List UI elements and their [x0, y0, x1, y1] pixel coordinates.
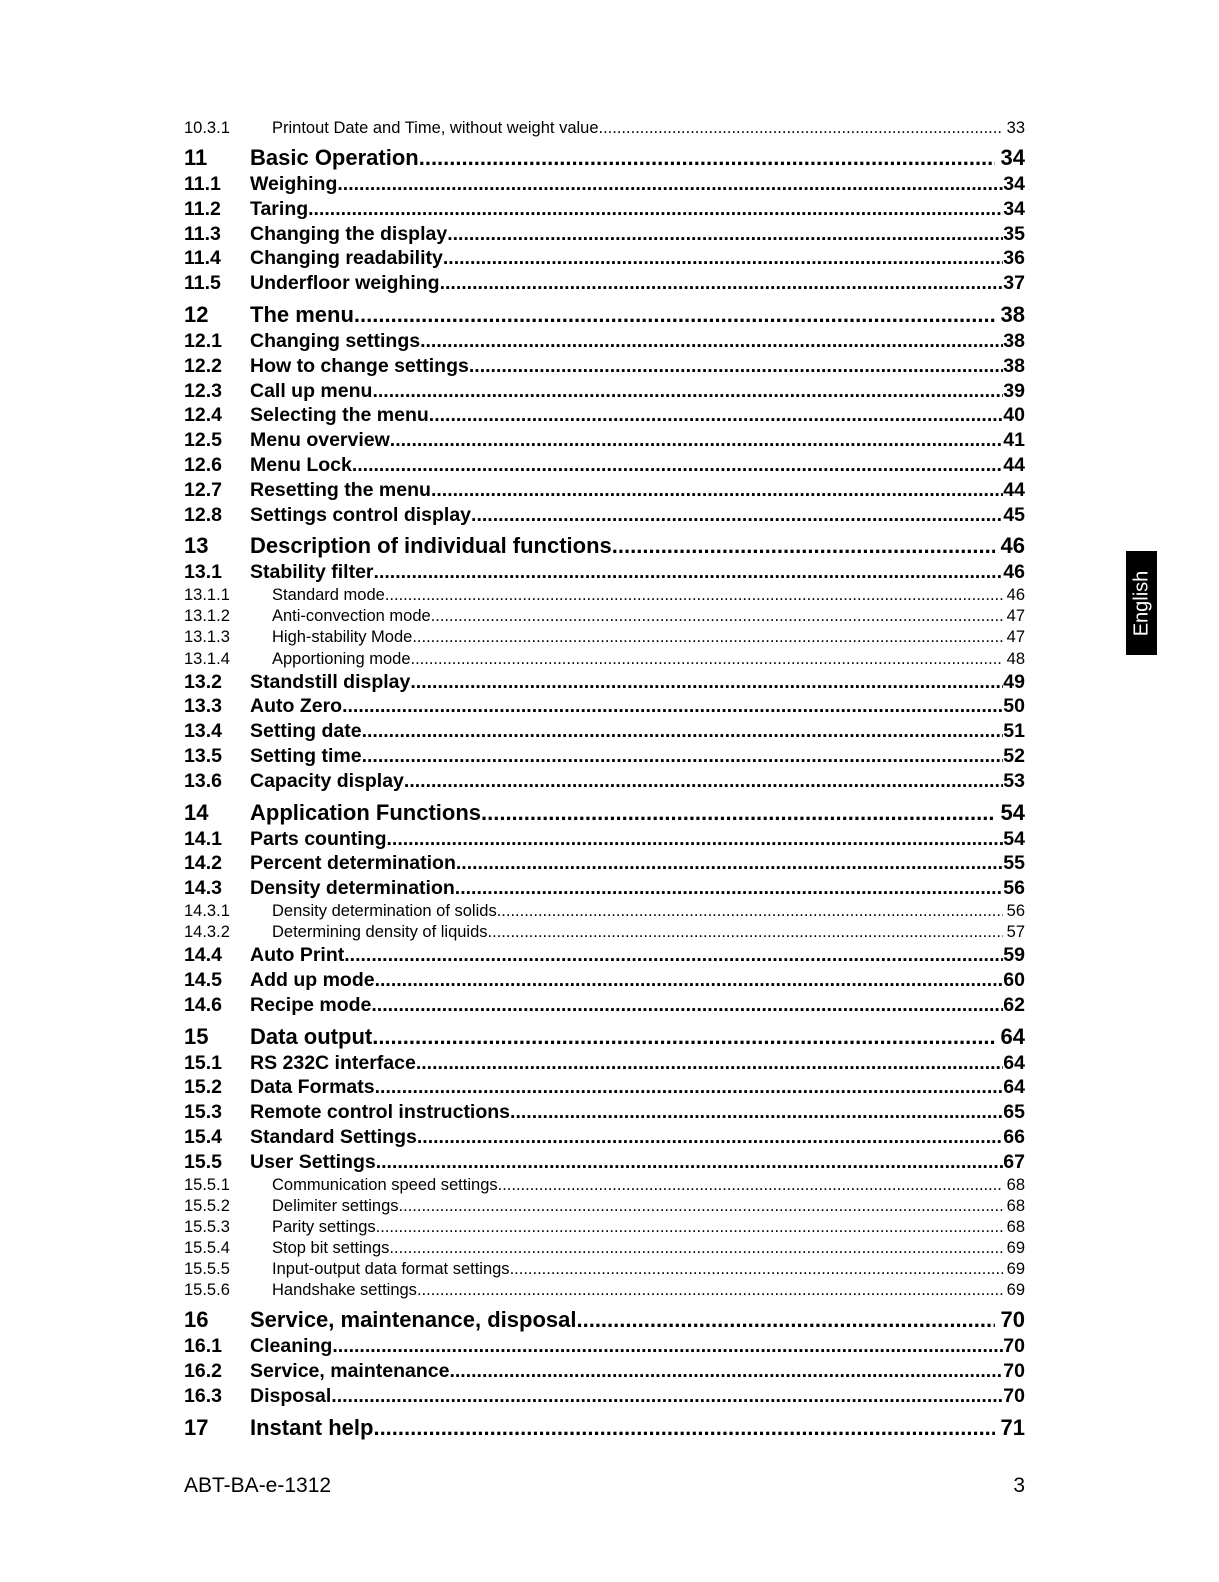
toc-entry-page: 68	[1006, 1196, 1025, 1215]
toc-leader-dots	[417, 1125, 1003, 1150]
toc-entry-title: Data output	[250, 1023, 373, 1049]
toc-entry-number: 11.1	[184, 173, 221, 196]
toc-entry-title: Communication speed settings	[272, 1175, 498, 1194]
toc-entry-number: 13.6	[184, 769, 222, 792]
toc-entry-page: 46	[1003, 561, 1025, 584]
toc-entry[interactable]	[184, 172, 1025, 197]
toc-leader-dots	[362, 744, 1004, 769]
toc-entry-number: 13.4	[184, 720, 222, 743]
toc-leader-dots	[510, 1100, 1003, 1125]
toc-entry-page: 56	[1003, 877, 1025, 900]
toc-entry-number: 15	[184, 1023, 209, 1049]
toc-entry[interactable]	[184, 1150, 1025, 1175]
toc-entry-number: 15.5.6	[184, 1281, 230, 1300]
toc-entry-title: Density determination	[250, 877, 455, 900]
toc-entry-number: 16	[184, 1307, 209, 1333]
toc-entry[interactable]	[184, 503, 1025, 528]
toc-leader-dots	[456, 851, 1003, 876]
toc-entry-title: Standstill display	[250, 670, 411, 693]
toc-entry-number: 14	[184, 799, 209, 825]
toc-entry-number: 11.2	[184, 197, 221, 220]
toc-entry[interactable]	[184, 1238, 1025, 1259]
toc-leader-dots	[419, 143, 995, 172]
toc-entry[interactable]	[184, 606, 1025, 627]
toc-entry-title: Taring	[250, 197, 309, 220]
toc-entry-title: Stop bit settings	[272, 1238, 390, 1257]
toc-entry[interactable]	[184, 329, 1025, 354]
toc-entry-page: 50	[1003, 695, 1025, 718]
toc-entry-title: Density determination of solids	[272, 902, 497, 920]
toc-entry-page: 69	[1006, 1238, 1025, 1257]
toc-entry-number: 15.1	[184, 1051, 222, 1074]
toc-entry-number: 15.5.5	[184, 1259, 230, 1278]
toc-entry-number: 12.5	[184, 429, 222, 452]
toc-leader-dots	[385, 585, 1003, 606]
toc-entry-page: 60	[1003, 968, 1025, 991]
toc-entry-page: 45	[1003, 503, 1025, 526]
toc-leader-dots	[372, 1022, 994, 1051]
toc-entry[interactable]	[184, 1334, 1025, 1359]
toc-leader-dots	[399, 1196, 1003, 1217]
toc-entry-page: 48	[1006, 649, 1025, 668]
toc-entry-title: Parts counting	[250, 827, 387, 850]
toc-entry[interactable]	[184, 922, 1025, 943]
toc-entry-number: 15.5.4	[184, 1238, 230, 1257]
toc-entry-title: Resetting the menu	[250, 478, 431, 501]
toc-entry-title: Weighing	[250, 173, 338, 196]
toc-entry-number: 12.1	[184, 330, 222, 353]
toc-entry-title: Handshake settings	[272, 1281, 417, 1300]
toc-leader-dots	[440, 271, 1004, 296]
toc-entry-page: 71	[1000, 1414, 1025, 1440]
toc-entry-title: Menu overview	[250, 429, 390, 452]
toc-entry[interactable]	[184, 1100, 1025, 1125]
toc-entry-title: High-stability Mode	[272, 628, 413, 647]
toc-entry-page: 51	[1003, 720, 1025, 743]
toc-leader-dots	[449, 1359, 1003, 1384]
toc-entry-page: 46	[1000, 533, 1025, 559]
toc-entry[interactable]	[184, 827, 1025, 852]
language-tab	[1126, 551, 1157, 655]
toc-entry-title: Anti-convection mode	[272, 607, 431, 626]
toc-entry-page: 64	[1000, 1023, 1025, 1049]
toc-entry-page: 38	[1000, 302, 1025, 328]
toc-entry-number: 14.5	[184, 968, 222, 991]
toc-entry[interactable]	[184, 968, 1025, 993]
toc-entry-title: Changing the display	[250, 222, 448, 245]
toc-entry-number: 12.6	[184, 454, 222, 477]
toc-leader-dots	[337, 172, 1003, 197]
toc-entry-page: 65	[1003, 1101, 1025, 1124]
toc-entry-title: Basic Operation	[250, 145, 419, 171]
toc-leader-dots	[431, 478, 1003, 503]
toc-entry-title: Data Formats	[250, 1076, 375, 1099]
toc-entry-page: 46	[1006, 586, 1025, 605]
toc-entry[interactable]	[184, 1384, 1025, 1409]
toc-leader-dots	[404, 769, 1003, 794]
toc-entry-number: 11	[184, 145, 208, 171]
toc-leader-dots	[447, 222, 1003, 247]
toc-entry-number: 11.3	[184, 222, 221, 245]
toc-entry-title: Description of individual functions	[250, 533, 612, 559]
toc-entry[interactable]	[184, 1413, 1025, 1442]
toc-entry-number: 14.1	[184, 827, 222, 850]
toc-entry-title: User Settings	[250, 1150, 376, 1173]
toc-entry-title: Underfloor weighing	[250, 272, 440, 295]
toc-entry-page: 54	[1000, 799, 1025, 825]
toc-entry-title: Printout Date and Time, without weight value	[272, 119, 599, 137]
toc-entry-title: The menu	[250, 302, 354, 328]
toc-entry[interactable]	[184, 901, 1025, 922]
toc-entry-number: 15.5.3	[184, 1217, 230, 1236]
toc-entry[interactable]	[184, 118, 1025, 139]
toc-entry[interactable]	[184, 222, 1025, 247]
toc-entry-number: 16.3	[184, 1384, 222, 1407]
toc-entry-page: 57	[1006, 923, 1025, 942]
toc-leader-dots	[389, 1238, 1002, 1259]
toc-entry-title: Input-output data format settings	[272, 1259, 510, 1278]
toc-entry-number: 13.5	[184, 745, 222, 768]
toc-entry-number: 13.2	[184, 670, 222, 693]
toc-entry[interactable]	[184, 876, 1025, 901]
toc-entry[interactable]	[184, 943, 1025, 968]
toc-entry-title: Instant help	[250, 1414, 374, 1440]
toc-entry[interactable]	[184, 585, 1025, 606]
toc-entry-number: 12.2	[184, 354, 222, 377]
toc-entry-title: Setting date	[250, 720, 362, 743]
toc-entry[interactable]	[184, 649, 1025, 670]
toc-entry[interactable]	[184, 1125, 1025, 1150]
toc-entry-page: 64	[1003, 1051, 1025, 1074]
toc-entry-title: Service, maintenance	[250, 1359, 450, 1382]
toc-leader-dots	[375, 1075, 1004, 1100]
toc-leader-dots	[431, 606, 1003, 627]
toc-entry-number: 14.4	[184, 944, 222, 967]
toc-entry-number: 13.1	[184, 561, 222, 584]
toc-entry-number: 17	[184, 1414, 209, 1440]
toc-entry[interactable]	[184, 271, 1025, 296]
toc-entry[interactable]	[184, 769, 1025, 794]
toc-leader-dots	[387, 827, 1004, 852]
toc-entry[interactable]	[184, 851, 1025, 876]
toc-entry-title: Standard mode	[272, 586, 385, 605]
toc-leader-dots	[599, 118, 1003, 139]
toc-entry-page: 69	[1006, 1259, 1025, 1278]
toc-entry-page: 38	[1003, 354, 1025, 377]
toc-entry-title: Parity settings	[272, 1217, 376, 1236]
table-of-contents	[184, 118, 1025, 1442]
toc-entry-page: 34	[1003, 197, 1025, 220]
toc-entry-page: 38	[1003, 330, 1025, 353]
toc-entry[interactable]	[184, 1305, 1025, 1334]
toc-entry[interactable]	[184, 744, 1025, 769]
toc-entry-page: 68	[1006, 1217, 1025, 1236]
toc-entry-page: 49	[1003, 670, 1025, 693]
toc-entry-page: 69	[1006, 1281, 1025, 1300]
toc-entry-page: 70	[1000, 1307, 1025, 1333]
toc-entry[interactable]	[184, 478, 1025, 503]
toc-leader-dots	[371, 993, 1003, 1018]
toc-entry-title: Percent determination	[250, 852, 456, 875]
toc-leader-dots	[342, 694, 1003, 719]
toc-entry-title: Setting time	[250, 745, 362, 768]
toc-entry-number: 15.3	[184, 1101, 222, 1124]
toc-leader-dots	[417, 1280, 1003, 1301]
toc-entry[interactable]	[184, 627, 1025, 648]
toc-entry-number: 11.5	[184, 272, 221, 295]
toc-entry-number: 14.2	[184, 852, 222, 875]
toc-entry-page: 36	[1003, 247, 1025, 270]
toc-entry-page: 70	[1003, 1359, 1025, 1382]
toc-leader-dots	[488, 922, 1003, 943]
toc-entry[interactable]	[184, 1022, 1025, 1051]
toc-entry[interactable]	[184, 300, 1025, 329]
toc-entry-title: Call up menu	[250, 379, 373, 402]
toc-entry[interactable]	[184, 531, 1025, 560]
toc-entry[interactable]	[184, 1280, 1025, 1301]
toc-entry-page: 37	[1003, 272, 1025, 295]
toc-leader-dots	[576, 1305, 994, 1334]
toc-entry-page: 34	[1003, 173, 1025, 196]
toc-entry-number: 12.4	[184, 404, 222, 427]
toc-leader-dots	[471, 503, 1003, 528]
toc-leader-dots	[443, 246, 1003, 271]
toc-entry[interactable]	[184, 453, 1025, 478]
toc-leader-dots	[344, 943, 1003, 968]
toc-entry[interactable]	[184, 403, 1025, 428]
toc-entry-page: 53	[1003, 769, 1025, 792]
toc-entry-page: 52	[1003, 745, 1025, 768]
toc-entry-page: 44	[1003, 454, 1025, 477]
toc-leader-dots	[374, 560, 1004, 585]
toc-entry[interactable]	[184, 246, 1025, 271]
toc-entry-page: 70	[1003, 1335, 1025, 1358]
toc-entry-page: 62	[1003, 993, 1025, 1016]
toc-entry-number: 16.2	[184, 1359, 222, 1382]
toc-entry[interactable]	[184, 1217, 1025, 1238]
toc-entry-title: Changing readability	[250, 247, 443, 270]
toc-leader-dots	[308, 197, 1003, 222]
toc-leader-dots	[372, 379, 1003, 404]
footer-page-number: 3	[1013, 1474, 1025, 1497]
toc-entry[interactable]	[184, 143, 1025, 172]
toc-entry-number: 12.3	[184, 379, 222, 402]
toc-entry[interactable]	[184, 354, 1025, 379]
toc-entry-page: 70	[1003, 1384, 1025, 1407]
toc-entry[interactable]	[184, 798, 1025, 827]
toc-entry-number: 15.4	[184, 1125, 222, 1148]
toc-entry-number: 14.6	[184, 993, 222, 1016]
toc-entry-number: 13.1.4	[184, 649, 230, 668]
toc-entry[interactable]	[184, 1075, 1025, 1100]
toc-entry-number: 14.3	[184, 877, 222, 900]
toc-entry-page: 54	[1003, 827, 1025, 850]
toc-entry-number: 12.7	[184, 478, 222, 501]
toc-entry-page: 59	[1003, 944, 1025, 967]
toc-entry-title: Service, maintenance, disposal	[250, 1307, 577, 1333]
toc-entry[interactable]	[184, 719, 1025, 744]
toc-entry[interactable]	[184, 1359, 1025, 1384]
toc-leader-dots	[376, 1217, 1003, 1238]
toc-entry[interactable]	[184, 670, 1025, 695]
toc-entry-title: Auto Print	[250, 944, 345, 967]
toc-leader-dots	[354, 300, 995, 329]
toc-entry-page: 47	[1006, 628, 1025, 647]
toc-leader-dots	[410, 670, 1003, 695]
toc-entry-number: 12	[184, 302, 209, 328]
toc-entry-number: 16.1	[184, 1335, 222, 1358]
toc-entry-page: 67	[1003, 1150, 1025, 1173]
toc-entry-page: 35	[1003, 222, 1025, 245]
toc-entry-number: 13.1.3	[184, 628, 230, 647]
toc-entry-page: 56	[1006, 902, 1025, 920]
toc-leader-dots	[376, 1150, 1004, 1175]
toc-entry-title: Changing settings	[250, 330, 421, 353]
toc-entry[interactable]	[184, 197, 1025, 222]
toc-entry[interactable]	[184, 993, 1025, 1018]
toc-entry[interactable]	[184, 379, 1025, 404]
toc-entry-title: Auto Zero	[250, 695, 343, 718]
toc-entry-number: 13.3	[184, 695, 222, 718]
toc-entry-number: 12.8	[184, 503, 222, 526]
toc-entry[interactable]	[184, 1051, 1025, 1076]
toc-entry-page: 64	[1003, 1076, 1025, 1099]
toc-entry-title: Apportioning mode	[272, 649, 411, 668]
toc-entry-title: Menu Lock	[250, 454, 352, 477]
toc-entry[interactable]	[184, 560, 1025, 585]
toc-entry[interactable]	[184, 694, 1025, 719]
toc-leader-dots	[469, 354, 1003, 379]
toc-entry-title: Remote control instructions	[250, 1101, 511, 1124]
toc-entry-number: 11.4	[184, 247, 221, 270]
toc-entry-number: 14.3.1	[184, 902, 230, 920]
toc-leader-dots	[362, 719, 1004, 744]
toc-entry-title: Standard Settings	[250, 1125, 417, 1148]
toc-entry-title: Application Functions	[250, 799, 481, 825]
toc-entry-title: Delimiter settings	[272, 1196, 399, 1215]
toc-entry-number: 13.1.2	[184, 607, 230, 626]
toc-entry-title: Stability filter	[250, 561, 374, 584]
toc-entry[interactable]	[184, 428, 1025, 453]
toc-entry-page: 40	[1003, 404, 1025, 427]
toc-entry[interactable]	[184, 1259, 1025, 1280]
toc-entry-page: 66	[1003, 1125, 1025, 1148]
toc-entry-number: 14.3.2	[184, 923, 230, 942]
toc-entry-number: 15.5.1	[184, 1175, 230, 1194]
toc-entry[interactable]	[184, 1196, 1025, 1217]
toc-entry-number: 10.3.1	[184, 119, 230, 137]
toc-entry-page: 41	[1003, 429, 1025, 452]
toc-entry-title: Disposal	[250, 1384, 332, 1407]
toc-entry-title: Determining density of liquids	[272, 923, 488, 942]
toc-entry-title: Capacity display	[250, 769, 404, 792]
toc-entry-title: Add up mode	[250, 968, 375, 991]
toc-entry-page: 33	[1006, 119, 1025, 137]
toc-entry-number: 13	[184, 533, 209, 559]
toc-leader-dots	[481, 798, 995, 827]
toc-entry-number: 15.5.2	[184, 1196, 230, 1215]
toc-leader-dots	[612, 531, 995, 560]
toc-leader-dots	[510, 1259, 1003, 1280]
toc-leader-dots	[411, 649, 1003, 670]
toc-entry-number: 15.2	[184, 1076, 222, 1099]
toc-entry-page: 34	[1000, 145, 1025, 171]
toc-entry-page: 47	[1006, 607, 1025, 626]
toc-leader-dots	[352, 453, 1003, 478]
toc-leader-dots	[497, 901, 1003, 922]
toc-entry-title: RS 232C interface	[250, 1051, 416, 1074]
toc-entry-title: Recipe mode	[250, 993, 372, 1016]
toc-leader-dots	[416, 1051, 1003, 1076]
toc-entry-number: 15.5	[184, 1150, 222, 1173]
toc-leader-dots	[498, 1175, 1003, 1196]
toc-entry-number: 13.1.1	[184, 586, 230, 605]
toc-entry-title: How to change settings	[250, 354, 469, 377]
toc-entry[interactable]	[184, 1175, 1025, 1196]
toc-leader-dots	[412, 627, 1002, 648]
toc-entry-title: Cleaning	[250, 1335, 333, 1358]
toc-entry-page: 39	[1003, 379, 1025, 402]
toc-leader-dots	[390, 428, 1004, 453]
toc-leader-dots	[420, 329, 1003, 354]
toc-leader-dots	[331, 1384, 1003, 1409]
toc-entry-page: 44	[1003, 478, 1025, 501]
language-tab-label: English	[1130, 570, 1153, 636]
toc-entry-page: 68	[1006, 1175, 1025, 1194]
footer-doc-code: ABT-BA-e-1312	[184, 1474, 332, 1497]
toc-leader-dots	[373, 1413, 994, 1442]
toc-entry-title: Settings control display	[250, 503, 472, 526]
toc-leader-dots	[455, 876, 1004, 901]
toc-leader-dots	[429, 403, 1004, 428]
toc-leader-dots	[332, 1334, 1003, 1359]
toc-leader-dots	[375, 968, 1004, 993]
toc-entry-title: Selecting the menu	[250, 404, 429, 427]
toc-entry-page: 55	[1003, 852, 1025, 875]
